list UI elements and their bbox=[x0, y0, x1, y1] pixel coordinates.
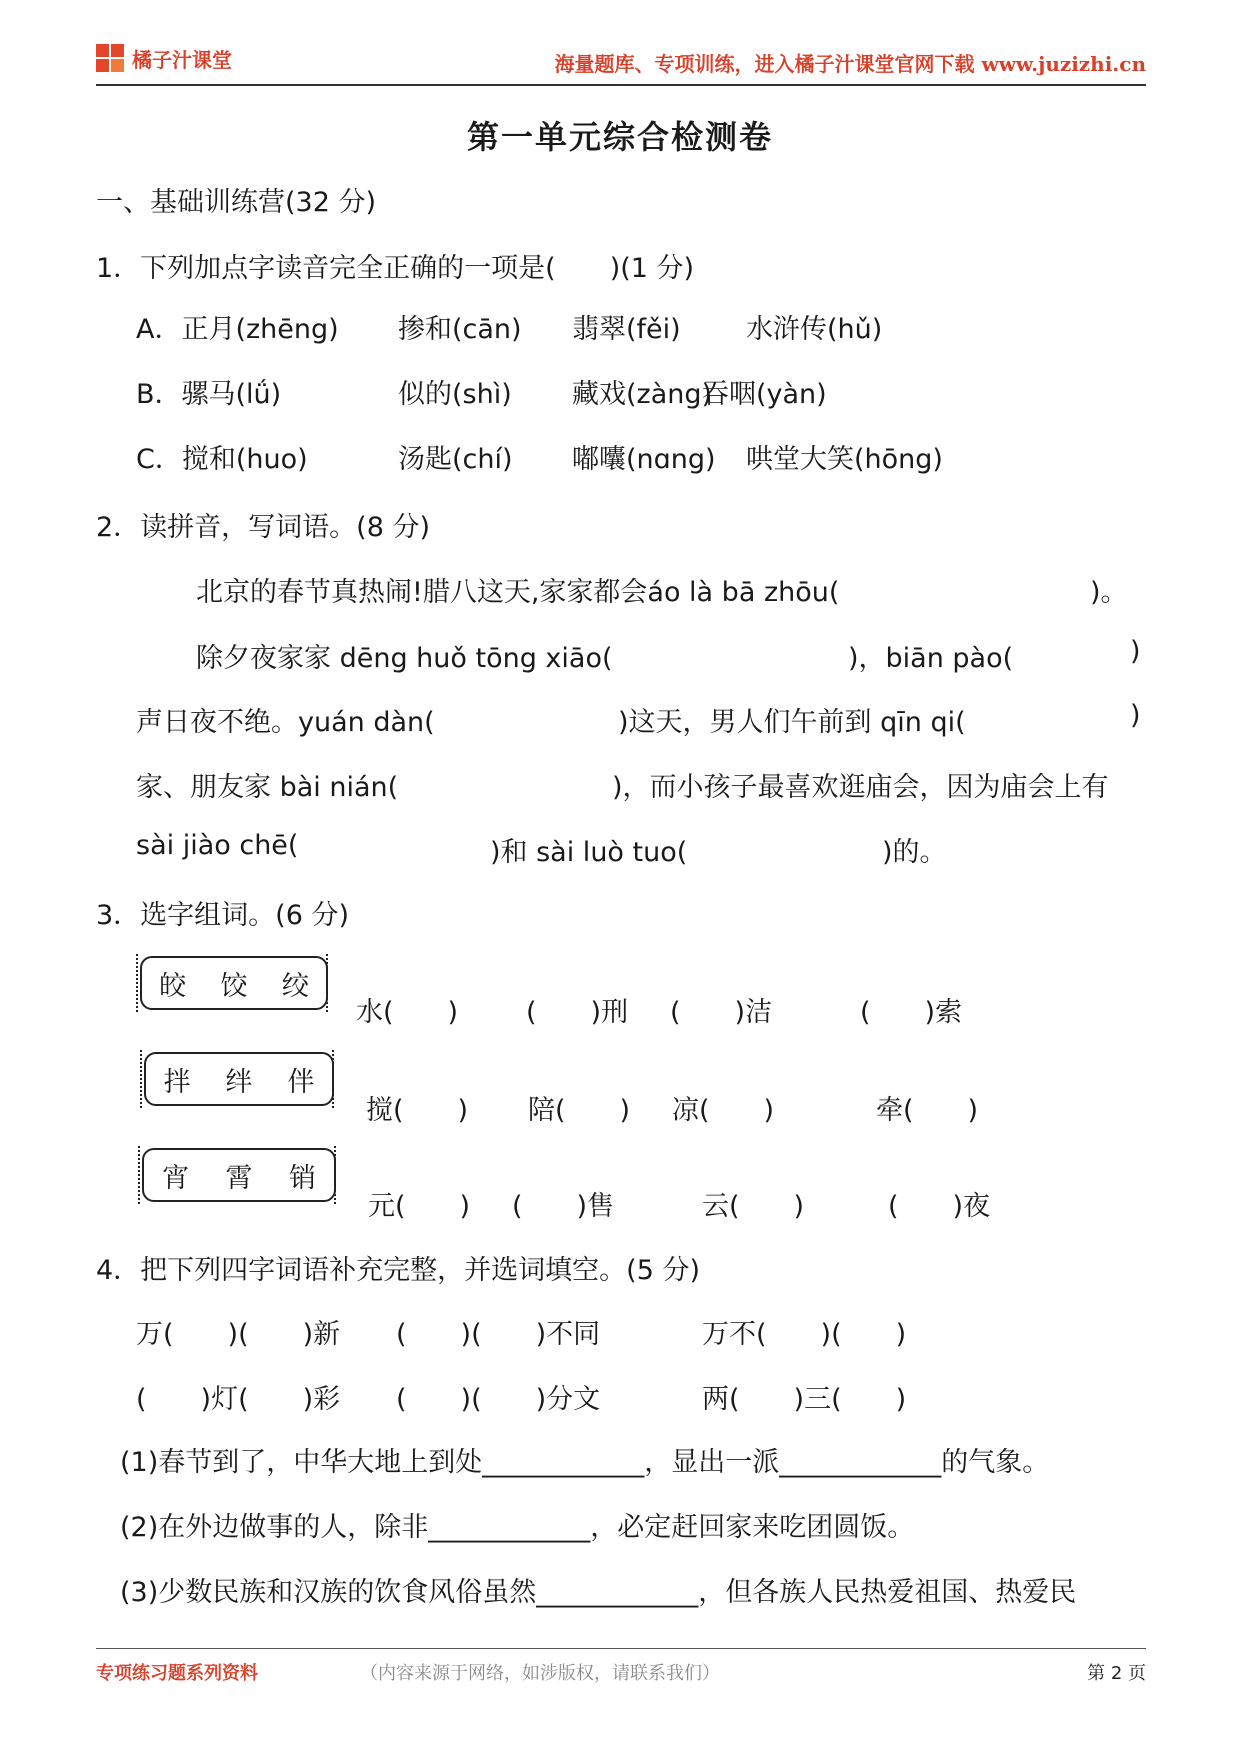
q2-line4-end: )，而小孩子最喜欢逛庙会，因为庙会上有 bbox=[612, 772, 1109, 803]
q4-idiom: 万不( )( ) bbox=[702, 1319, 907, 1350]
q3-g3-item: ( )夜 bbox=[888, 1191, 991, 1222]
q2-line3-end: ) bbox=[1130, 700, 1141, 731]
q2-line4-text: 家、朋友家 bài nián( bbox=[136, 772, 399, 803]
q4-sentence-3: (3)少数民族和汉族的饮食风俗虽然____________，但各族人民热爱祖国、热爱民 bbox=[120, 1577, 1077, 1608]
question-2-stem: 2．读拼音，写词语。(8 分) bbox=[96, 512, 431, 543]
option-b-3: 藏戏(zàng) bbox=[572, 379, 713, 410]
q2-line5-end: )的。 bbox=[882, 837, 947, 868]
char-box-3-char: 销 bbox=[288, 1162, 316, 1194]
option-a-2: 掺和(cān) bbox=[398, 314, 522, 345]
q3-g2-item: 搅( ) bbox=[366, 1095, 469, 1126]
q4-sentence-2: (2)在外边做事的人，除非____________，必定赶回家来吃团圆饭。 bbox=[120, 1512, 915, 1543]
char-box-1-char: 绞 bbox=[281, 970, 309, 1002]
q4-idiom: ( )灯( )彩 bbox=[136, 1384, 341, 1415]
question-4-stem: 4．把下列四字词语补充完整，并选词填空。(5 分) bbox=[96, 1255, 701, 1286]
option-b-1: B．骡马(lǘ) bbox=[136, 379, 282, 410]
brand-name: 橘子汁课堂 bbox=[132, 48, 232, 72]
q3-g2-item: 陪( ) bbox=[528, 1095, 631, 1126]
char-box-2-char: 伴 bbox=[287, 1066, 315, 1098]
q3-g1-item: 水( ) bbox=[356, 997, 459, 1028]
header-slogan: 海量题库、专项训练，进入橘子汁课堂官网下载 www.juzizhi.cn bbox=[554, 52, 1146, 76]
option-b-2: 似的(shì) bbox=[398, 379, 512, 410]
q3-g3-item: 元( ) bbox=[368, 1191, 471, 1222]
q3-g1-item: ( )刑 bbox=[526, 997, 629, 1028]
option-c-1: C．搅和(huo) bbox=[136, 444, 308, 475]
question-1-stem: 1．下列加点字读音完全正确的一项是( )(1 分) bbox=[96, 253, 695, 284]
q2-line3-text: 声日夜不绝。yuán dàn( bbox=[136, 707, 435, 738]
option-c-4: 哄堂大笑(hōng) bbox=[746, 444, 943, 475]
q3-g3-item: 云( ) bbox=[702, 1191, 805, 1222]
footer-series: 专项练习题系列资料 bbox=[96, 1663, 258, 1684]
logo-icon bbox=[96, 44, 126, 74]
footer-divider bbox=[96, 1648, 1146, 1649]
q2-line2-mid: )，biān pào( bbox=[848, 643, 1014, 674]
q4-idiom: 两( )三( ) bbox=[702, 1384, 907, 1415]
char-box-3 bbox=[142, 1148, 336, 1202]
q3-g2-item: 凉( ) bbox=[672, 1095, 775, 1126]
option-a-4: 水浒传(hǔ) bbox=[746, 314, 883, 345]
header-divider bbox=[96, 84, 1146, 86]
char-box-1-char: 饺 bbox=[220, 970, 248, 1002]
q2-line5-text: sài jiào chē( bbox=[136, 830, 299, 861]
option-a-1: A．正月(zhēng) bbox=[136, 314, 339, 345]
q3-g2-item: 牵( ) bbox=[876, 1095, 979, 1126]
q4-idiom: ( )( )不同 bbox=[396, 1319, 601, 1350]
q2-line5-mid: )和 sài luò tuo( bbox=[490, 837, 688, 868]
q2-line1-end: )。 bbox=[1090, 577, 1128, 608]
q3-g1-item: ( )洁 bbox=[670, 997, 773, 1028]
q4-idiom: ( )( )分文 bbox=[396, 1384, 601, 1415]
char-box-3-char: 霄 bbox=[225, 1162, 253, 1194]
q3-g3-item: ( )售 bbox=[512, 1191, 615, 1222]
char-box-1 bbox=[140, 956, 328, 1010]
option-a-3: 翡翠(fěi) bbox=[572, 314, 681, 345]
q2-line2-text: 除夕夜家家 dēng huǒ tōng xiāo( bbox=[196, 643, 613, 674]
page-title: 第一单元综合检测卷 bbox=[466, 118, 773, 156]
char-box-2-char: 拌 bbox=[163, 1066, 191, 1098]
q2-line2-end: ) bbox=[1130, 636, 1141, 667]
q4-idiom: 万( )( )新 bbox=[136, 1319, 341, 1350]
char-box-3-char: 宵 bbox=[162, 1162, 190, 1194]
q3-g1-item: ( )索 bbox=[860, 997, 963, 1028]
page-number: 第 2 页 bbox=[1087, 1663, 1146, 1684]
q2-line3-mid: )这天，男人们午前到 qīn qi( bbox=[618, 707, 966, 738]
option-c-2: 汤匙(chí) bbox=[398, 444, 513, 475]
section-heading: 一、基础训练营(32 分) bbox=[96, 187, 377, 218]
q2-line1-text: 北京的春节真热闹!腊八这天,家家都会áo là bā zhōu( bbox=[196, 577, 840, 608]
char-box-2 bbox=[144, 1052, 334, 1106]
question-3-stem: 3．选字组词。(6 分) bbox=[96, 900, 350, 931]
q4-sentence-1: (1)春节到了，中华大地上到处____________，显出一派____________的气象。 bbox=[120, 1447, 1050, 1478]
option-b-4: 吞咽(yàn) bbox=[702, 379, 827, 410]
char-box-2-char: 绊 bbox=[225, 1066, 253, 1098]
char-box-1-char: 皎 bbox=[159, 970, 187, 1002]
option-c-3: 嘟囔(nɑng) bbox=[572, 444, 716, 475]
footer-notice: （内容来源于网络，如涉版权，请联系我们） bbox=[360, 1663, 720, 1684]
